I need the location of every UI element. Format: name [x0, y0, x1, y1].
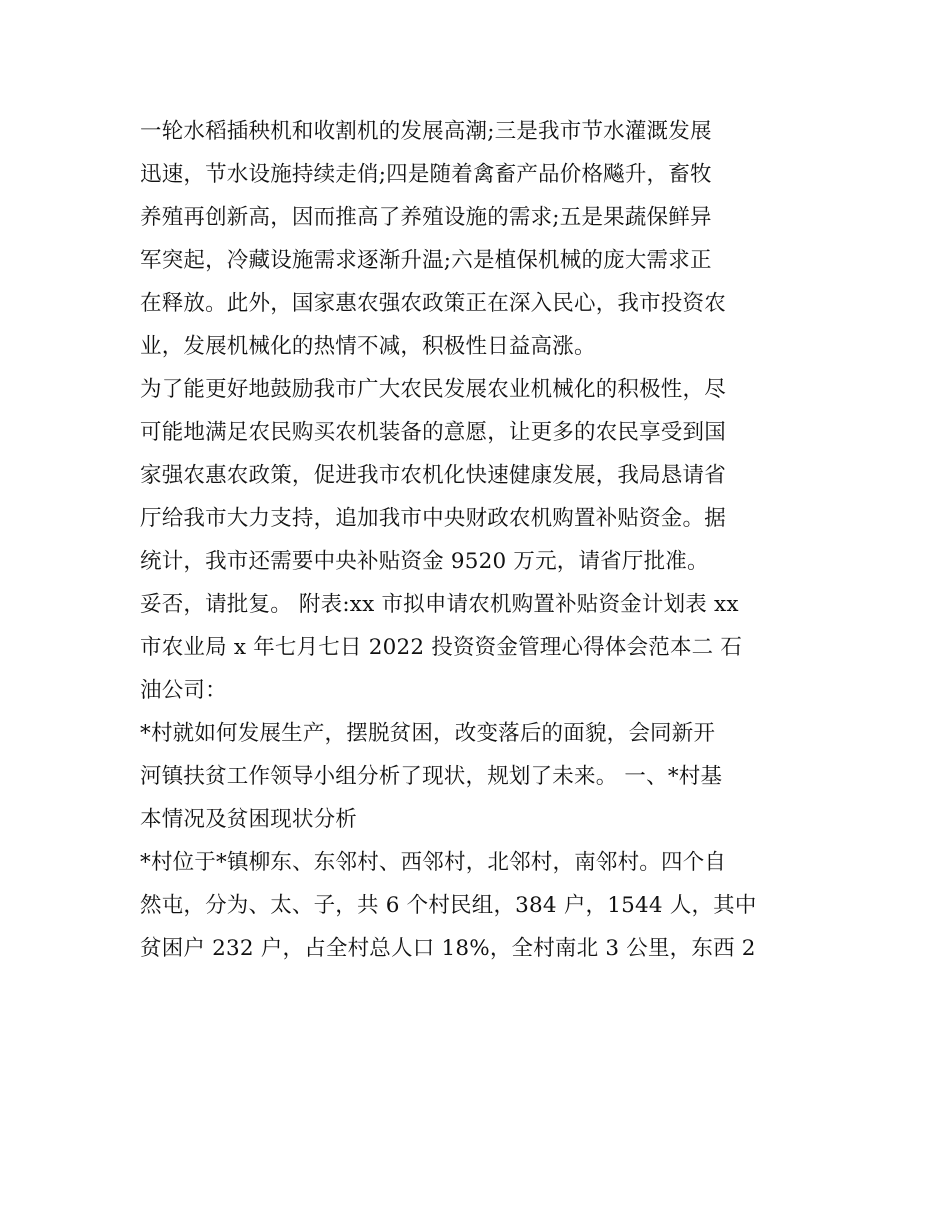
- text-line: 在释放。此外，国家惠农强农政策正在深入民心，我市投资农: [140, 291, 726, 316]
- text-line: 业，发展机械化的热情不减，积极性日益高涨。: [140, 334, 596, 359]
- text-line: 然屯，分为、太、子，共 6 个村民组，384 户，1544 人，其中: [140, 893, 757, 918]
- text-line: 妥否，请批复。 附表:xx 市拟申请农机购置补贴资金计划表 xx: [140, 592, 739, 617]
- text-line: 养殖再创新高，因而推高了养殖设施的需求;五是果蔬保鲜异: [140, 205, 712, 230]
- text-line: 油公司：: [140, 678, 227, 703]
- document-body: [140, 110, 820, 970]
- text-line: 迅速，节水设施持续走俏;四是随着禽畜产品价格飚升，畜牧: [140, 162, 712, 187]
- text-line: 市农业局 x 年七月七日 2022 投资资金管理心得体会范本二 石: [140, 635, 743, 660]
- text-line: 厅给我市大力支持，追加我市中央财政农机购置补贴资金。据: [140, 506, 726, 531]
- text-line: 家强农惠农政策，促进我市农机化快速健康发展，我局恳请省: [140, 463, 726, 488]
- text-line: 可能地满足农民购买农机装备的意愿，让更多的农民享受到国: [140, 420, 726, 445]
- text-line: 河镇扶贫工作领导小组分析了现状，规划了未来。 一、*村基: [140, 764, 723, 789]
- text-line: 一轮水稻插秧机和收割机的发展高潮;三是我市节水灌溉发展: [140, 119, 712, 144]
- text-line: *村就如何发展生产，摆脱贫困，改变落后的面貌，会同新开: [140, 721, 716, 746]
- text-line: *村位于*镇柳东、东邻村、西邻村，北邻村，南邻村。四个自: [140, 850, 727, 875]
- text-line: 贫困户 232 户，占全村总人口 18%，全村南北 3 公里，东西 2: [140, 936, 756, 961]
- text-line: 为了能更好地鼓励我市广大农民发展农业机械化的积极性，尽: [140, 377, 726, 402]
- text-line: 统计，我市还需要中央补贴资金 9520 万元，请省厅批准。: [140, 549, 709, 574]
- text-line: 本情况及贫困现状分析: [140, 807, 358, 832]
- text-line: 军突起，冷藏设施需求逐渐升温;六是植保机械的庞大需求正: [140, 248, 712, 273]
